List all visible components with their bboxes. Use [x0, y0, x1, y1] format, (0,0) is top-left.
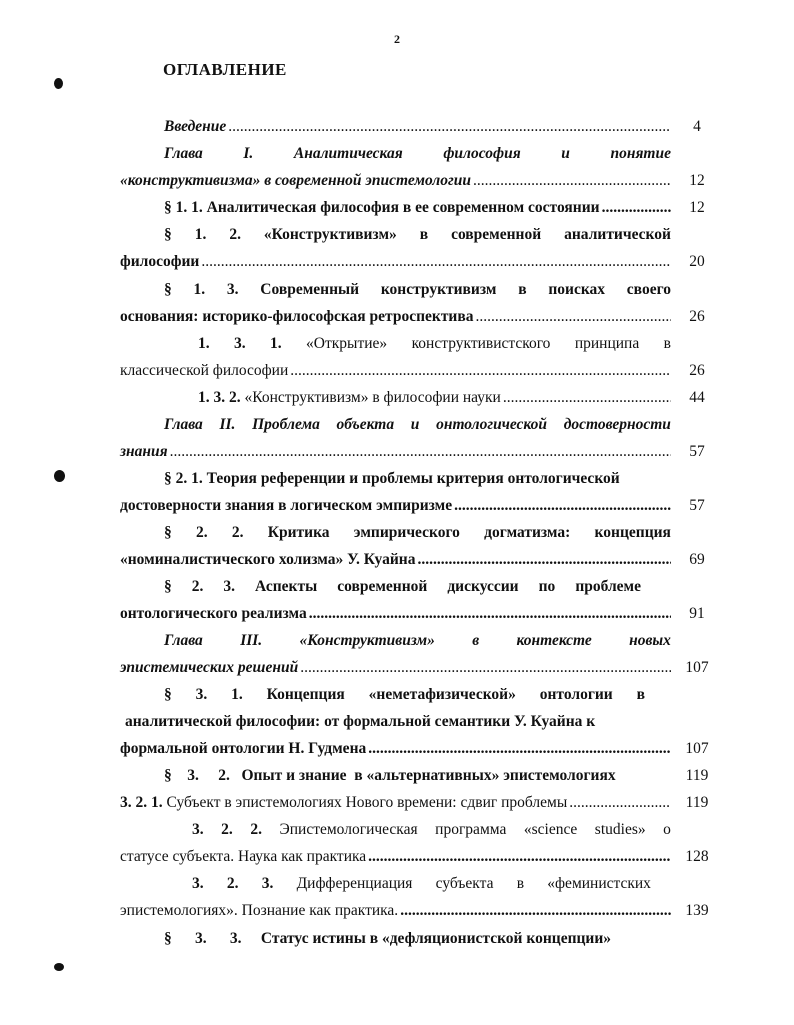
toc-page: 57 — [689, 497, 705, 514]
toc-page: 107 — [685, 740, 709, 757]
toc-page: 26 — [689, 308, 705, 325]
toc-entry-1-2: § 1. 2. «Конструктивизм» в современной аналитической философии ..... — [120, 221, 671, 275]
toc-entry-2-1: § 2. 1. Теория референции и проблемы критерия онтологической достоверности знания в логическом эмпиризме ..... — [120, 465, 671, 519]
toc-page: 128 — [685, 848, 709, 865]
toc-page: 12 — [689, 172, 705, 189]
toc-page: 139 — [685, 902, 709, 919]
toc-page: 20 — [689, 253, 705, 270]
toc-entry-3-2: § 3. 2. Опыт и знание в «альтернативных» эпистемологиях — [164, 767, 616, 784]
toc-entry-intro — [120, 113, 671, 140]
toc-page: 91 — [689, 605, 705, 622]
toc-page: 12 — [689, 199, 705, 216]
toc-page: 119 — [685, 794, 709, 811]
toc-page: 69 — [689, 551, 705, 568]
toc-page: 119 — [685, 767, 709, 784]
toc-entry-1-3-2: 1. 3. 2. «Конструктивизм» в философии науки ..... — [120, 384, 671, 411]
toc-entry-chapter-3: Глава III. «Конструктивизм» в контексте новых эпистемических решений ..... — [120, 627, 671, 681]
scan-mark — [54, 78, 63, 89]
toc-entry-3-1: § 3. 1. Концепция «неметафизической» онтологии в аналитической философии: от формальной семантики У. Куайна к формальной онтологии Н. Гудмена ..... — [120, 681, 671, 762]
scan-mark — [54, 963, 64, 971]
page-number: 2 — [394, 32, 400, 46]
toc-page: 107 — [685, 659, 709, 676]
toc-page: 57 — [689, 443, 705, 460]
toc-entry-1-1: § 1. 1. Аналитическая философия в ее современном состоянии ..... — [120, 194, 671, 221]
toc-entry-chapter-2: Глава II. Проблема объекта и онтологической достоверности знания ..... — [120, 411, 671, 465]
toc-entry-3-2-3: 3. 2. 3. Дифференциация субъекта в «феминистских эпистемологиях». Познание как практика. ..... — [120, 870, 671, 924]
toc-page: 44 — [689, 389, 705, 406]
toc-entry-chapter-1: Глава I. Аналитическая философия и понятие «конструктивизма» в современной эпистемологии ..... — [120, 140, 671, 194]
toc-entry-2-2: § 2. 2. Критика эмпирического догматизма: концепция «номиналистического холизма» У. Куайна ..... — [120, 519, 671, 573]
toc-entry-1-3-1: 1. 3. 1. «Открытие» конструктивистского принципа в классической философии ..... — [120, 330, 671, 384]
toc-page: 4 — [693, 118, 701, 135]
toc-title: Введение — [164, 118, 227, 135]
toc-entry-1-3: § 1. 3. Современный конструктивизм в поисках своего основания: историко-философская ретроспектива ..... — [120, 276, 671, 330]
toc-entry-2-3: § 2. 3. Аспекты современной дискуссии по проблеме онтологического реализма ..... — [120, 573, 671, 627]
toc-entry-3-2-1: 3. 2. 1. Субъект в эпистемологиях Нового времени: сдвиг проблемы ..... — [120, 789, 671, 816]
scan-mark — [54, 470, 65, 482]
toc-entry-3-2-2: 3. 2. 2. Эпистемологическая программа «science studies» о статусе субъекта. Наука как практика ..... — [120, 816, 671, 870]
toc-page: 26 — [689, 362, 705, 379]
toc-entry-3-3: § 3. 3. Статус истины в «дефляционистской концепции» — [164, 930, 612, 947]
page-title: ОГЛАВЛЕНИЕ — [163, 60, 287, 79]
